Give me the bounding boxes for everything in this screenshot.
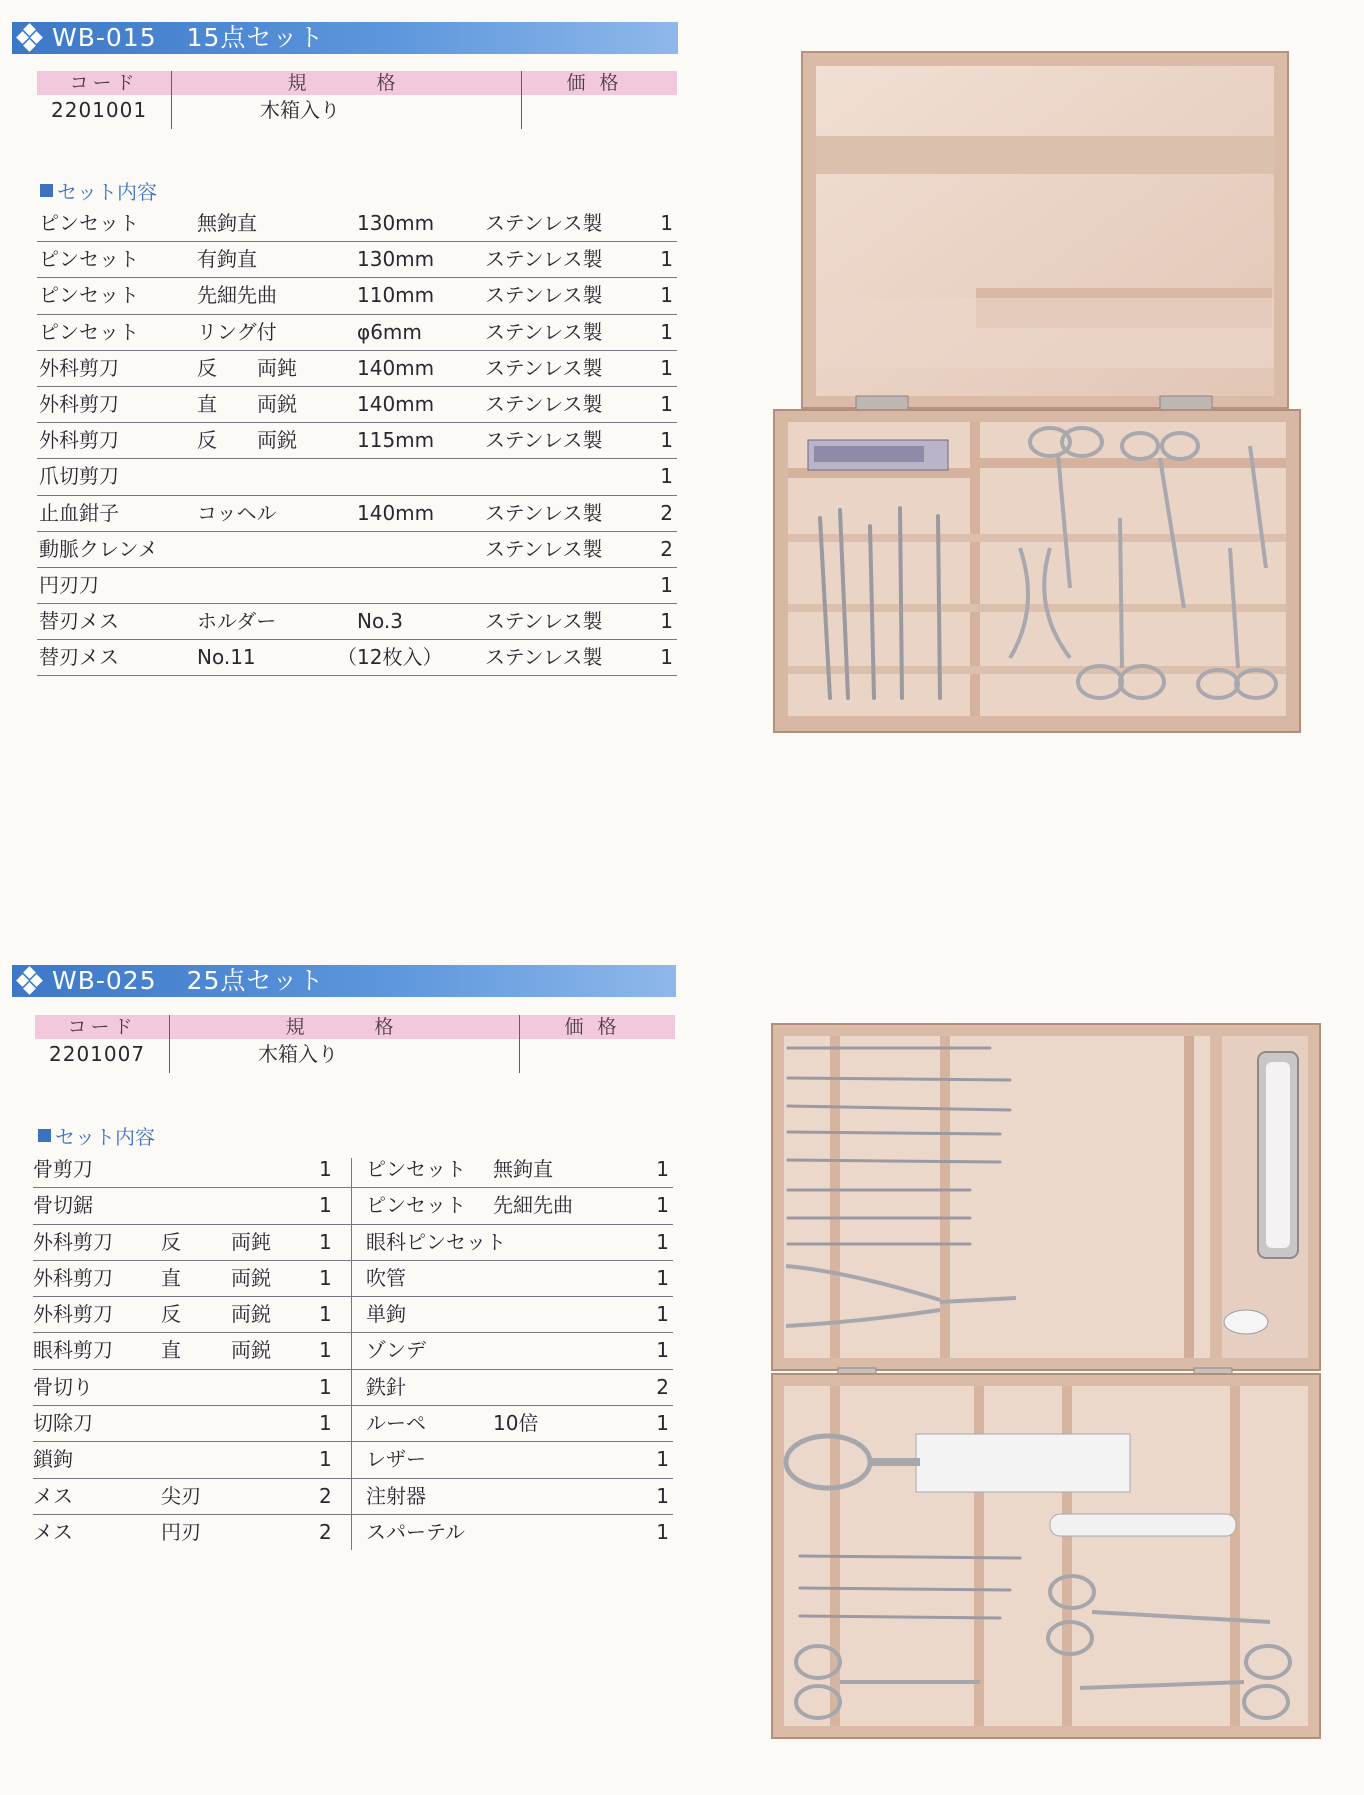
table-row [33, 1297, 673, 1333]
item-material: ステンレス製 [485, 211, 603, 235]
right-item-type: 先細先曲 [493, 1193, 573, 1218]
item-material: ステンレス製 [485, 319, 603, 344]
spec-header-spec: 規格 [169, 1015, 519, 1039]
item-name: 爪切剪刀 [39, 464, 119, 489]
left-item-type: 反 [161, 1302, 181, 1327]
left-item-name: 切除刀 [33, 1411, 93, 1436]
table-row [33, 1406, 673, 1442]
table-row [37, 568, 677, 604]
spec-header-row [37, 71, 677, 95]
left-item-qty: 1 [319, 1447, 332, 1472]
item-qty: 1 [660, 609, 673, 634]
spec-header-spec: 規格 [171, 71, 521, 95]
item-size: 140mm [357, 355, 435, 380]
item-table-two-column [33, 1152, 673, 1550]
left-item-qty: 1 [319, 1338, 332, 1363]
item-type: 有鉤直 [197, 247, 257, 272]
left-item-name: メス [33, 1483, 73, 1508]
set-name: 15点セット [186, 23, 325, 52]
left-item-name: 眼科剪刀 [33, 1338, 113, 1363]
spec-row [37, 95, 677, 129]
left-item-name: 外科剪刀 [33, 1229, 113, 1254]
set-name: 25点セット [186, 966, 325, 995]
right-item-qty: 1 [656, 1338, 669, 1363]
right-item-type: 無鉤直 [493, 1157, 553, 1181]
right-item-qty: 1 [656, 1229, 669, 1254]
table-row [33, 1442, 673, 1478]
diamond-cluster-icon [14, 965, 48, 997]
right-item-name: スパーテル [366, 1519, 465, 1544]
item-size: No.3 [357, 609, 403, 634]
item-size: 130mm [357, 247, 435, 272]
table-row [37, 387, 677, 423]
left-item-qty: 2 [319, 1519, 332, 1544]
spec-header-code: コード [67, 1016, 137, 1038]
left-item-qty: 1 [319, 1265, 332, 1290]
left-item-type: 尖刃 [161, 1483, 201, 1508]
item-type: リング付 [197, 319, 277, 344]
item-qty: 1 [660, 428, 673, 453]
left-item-qty: 1 [319, 1302, 332, 1327]
item-name: 円刃刀 [39, 572, 99, 597]
item-material: ステンレス製 [485, 645, 603, 670]
right-item-name: ルーペ [366, 1411, 426, 1436]
set-title-bar [12, 22, 678, 54]
item-qty: 1 [660, 355, 673, 380]
table-row [33, 1370, 673, 1406]
item-name: 外科剪刀 [39, 391, 119, 416]
item-qty: 1 [660, 464, 673, 489]
spec-code: 2201001 [51, 98, 148, 122]
item-name: 外科剪刀 [39, 355, 119, 380]
table-row [37, 423, 677, 459]
right-item-name: ゾンデ [366, 1338, 426, 1363]
right-item-name: ピンセット [366, 1157, 466, 1181]
item-type: 反 両鈍 [197, 355, 297, 380]
item-material: ステンレス製 [485, 283, 603, 308]
item-size: 140mm [357, 500, 435, 525]
item-qty: 1 [660, 572, 673, 597]
left-item-name: 外科剪刀 [33, 1302, 113, 1327]
item-material: ステンレス製 [485, 536, 603, 561]
table-row [33, 1515, 673, 1550]
table-row [37, 315, 677, 351]
set-code: WB-025 [52, 966, 157, 995]
table-row [37, 242, 677, 278]
left-item-qty: 1 [319, 1411, 332, 1436]
item-qty: 1 [660, 645, 673, 670]
set-title-bar [12, 965, 676, 997]
item-qty: 1 [660, 319, 673, 344]
table-row [37, 278, 677, 314]
table-row [37, 459, 677, 495]
set-code: WB-015 [52, 23, 157, 52]
item-name: 替刃メス [39, 609, 119, 634]
item-name: 動脈クレンメ [39, 536, 158, 561]
right-item-qty: 1 [656, 1265, 669, 1290]
item-size: （12枚入） [337, 645, 443, 670]
left-item-qty: 2 [319, 1483, 332, 1508]
contents-label-text: セット内容 [55, 1125, 155, 1149]
contents-label [38, 1121, 155, 1150]
table-row [33, 1261, 673, 1297]
item-table [37, 206, 677, 676]
item-type: ホルダー [197, 609, 277, 634]
item-material: ステンレス製 [485, 355, 603, 380]
left-item-name: 外科剪刀 [33, 1265, 113, 1290]
left-item-name: メス [33, 1519, 73, 1544]
right-item-qty: 1 [656, 1483, 669, 1508]
item-material: ステンレス製 [485, 391, 603, 416]
right-item-name: レザー [366, 1447, 426, 1472]
item-name: 止血鉗子 [39, 500, 119, 525]
item-type: 無鉤直 [197, 211, 257, 235]
right-item-name: 吹管 [366, 1265, 406, 1290]
spec-row [35, 1039, 675, 1073]
right-item-name: 注射器 [366, 1483, 426, 1508]
right-item-qty: 1 [656, 1157, 669, 1181]
table-row [33, 1188, 673, 1224]
item-qty: 1 [660, 211, 673, 235]
item-qty: 2 [660, 500, 673, 525]
table-row [33, 1152, 673, 1188]
left-item-edge: 両鈍 [231, 1229, 271, 1254]
item-type: 反 両鋭 [197, 428, 297, 453]
product-photo-case-25 [770, 1022, 1322, 1742]
spec-table [37, 71, 677, 129]
item-material: ステンレス製 [485, 500, 603, 525]
left-item-type: 円刃 [161, 1519, 201, 1544]
item-qty: 1 [660, 391, 673, 416]
table-row [37, 496, 677, 532]
spec-header-row [35, 1015, 675, 1039]
item-type: コッヘル [197, 500, 277, 525]
square-bullet-icon [40, 184, 53, 197]
diamond-cluster-icon [14, 22, 48, 54]
table-row [37, 351, 677, 387]
right-item-qty: 1 [656, 1411, 669, 1436]
item-type: 直 両鋭 [197, 391, 297, 416]
left-item-type: 反 [161, 1229, 181, 1254]
table-row [37, 640, 677, 676]
table-row [37, 206, 677, 242]
spec-price [521, 95, 677, 129]
table-row [37, 604, 677, 640]
right-item-name: 眼科ピンセット [366, 1229, 506, 1254]
left-item-edge: 両鋭 [231, 1338, 271, 1363]
table-row [33, 1225, 673, 1261]
right-item-qty: 1 [656, 1193, 669, 1218]
left-item-name: 鎖鉤 [33, 1447, 73, 1472]
right-item-type: 10倍 [493, 1411, 539, 1436]
spec-header-code: コード [69, 72, 139, 94]
item-size: 130mm [357, 211, 435, 235]
item-name: ピンセット [39, 211, 139, 235]
spec-value: 木箱入り [171, 95, 521, 129]
right-item-name: 単鉤 [366, 1302, 406, 1327]
left-item-name: 骨剪刀 [33, 1157, 93, 1181]
item-qty: 2 [660, 536, 673, 561]
item-size: 140mm [357, 391, 435, 416]
left-item-edge: 両鋭 [231, 1302, 271, 1327]
spec-table [35, 1015, 675, 1073]
left-item-qty: 1 [319, 1157, 332, 1181]
left-item-edge: 両鋭 [231, 1265, 271, 1290]
left-item-qty: 1 [319, 1229, 332, 1254]
left-item-qty: 1 [319, 1374, 332, 1399]
left-item-name: 骨切鋸 [33, 1193, 93, 1218]
contents-label [40, 176, 157, 205]
spec-price [519, 1039, 675, 1073]
spec-header-price: 価格 [519, 1015, 675, 1039]
product-photo-case-15 [770, 48, 1306, 738]
right-item-name: 鉄針 [366, 1374, 406, 1399]
left-item-type: 直 [161, 1265, 181, 1290]
table-row [37, 532, 677, 568]
item-material: ステンレス製 [485, 609, 603, 634]
item-qty: 1 [660, 283, 673, 308]
left-item-name: 骨切り [33, 1374, 93, 1399]
square-bullet-icon [38, 1129, 51, 1142]
left-item-qty: 1 [319, 1193, 332, 1218]
item-name: 外科剪刀 [39, 428, 119, 453]
right-item-qty: 1 [656, 1447, 669, 1472]
item-size: φ6mm [357, 319, 422, 344]
spec-value: 木箱入り [169, 1039, 519, 1073]
item-name: ピンセット [39, 247, 139, 272]
item-type: No.11 [197, 645, 256, 670]
item-type: 先細先曲 [197, 283, 277, 308]
item-qty: 1 [660, 247, 673, 272]
item-name: 替刃メス [39, 645, 119, 670]
right-item-qty: 1 [656, 1519, 669, 1544]
spec-header-price: 価格 [521, 71, 677, 95]
spec-code: 2201007 [49, 1042, 146, 1066]
item-size: 115mm [357, 428, 435, 453]
right-item-qty: 2 [656, 1374, 669, 1399]
item-name: ピンセット [39, 283, 139, 308]
item-material: ステンレス製 [485, 428, 603, 453]
contents-label-text: セット内容 [57, 180, 157, 204]
item-material: ステンレス製 [485, 247, 603, 272]
table-row [33, 1479, 673, 1515]
right-item-name: ピンセット [366, 1193, 466, 1218]
table-row [33, 1333, 673, 1369]
right-item-qty: 1 [656, 1302, 669, 1327]
left-item-type: 直 [161, 1338, 181, 1363]
item-size: 110mm [357, 283, 435, 308]
item-name: ピンセット [39, 319, 139, 344]
